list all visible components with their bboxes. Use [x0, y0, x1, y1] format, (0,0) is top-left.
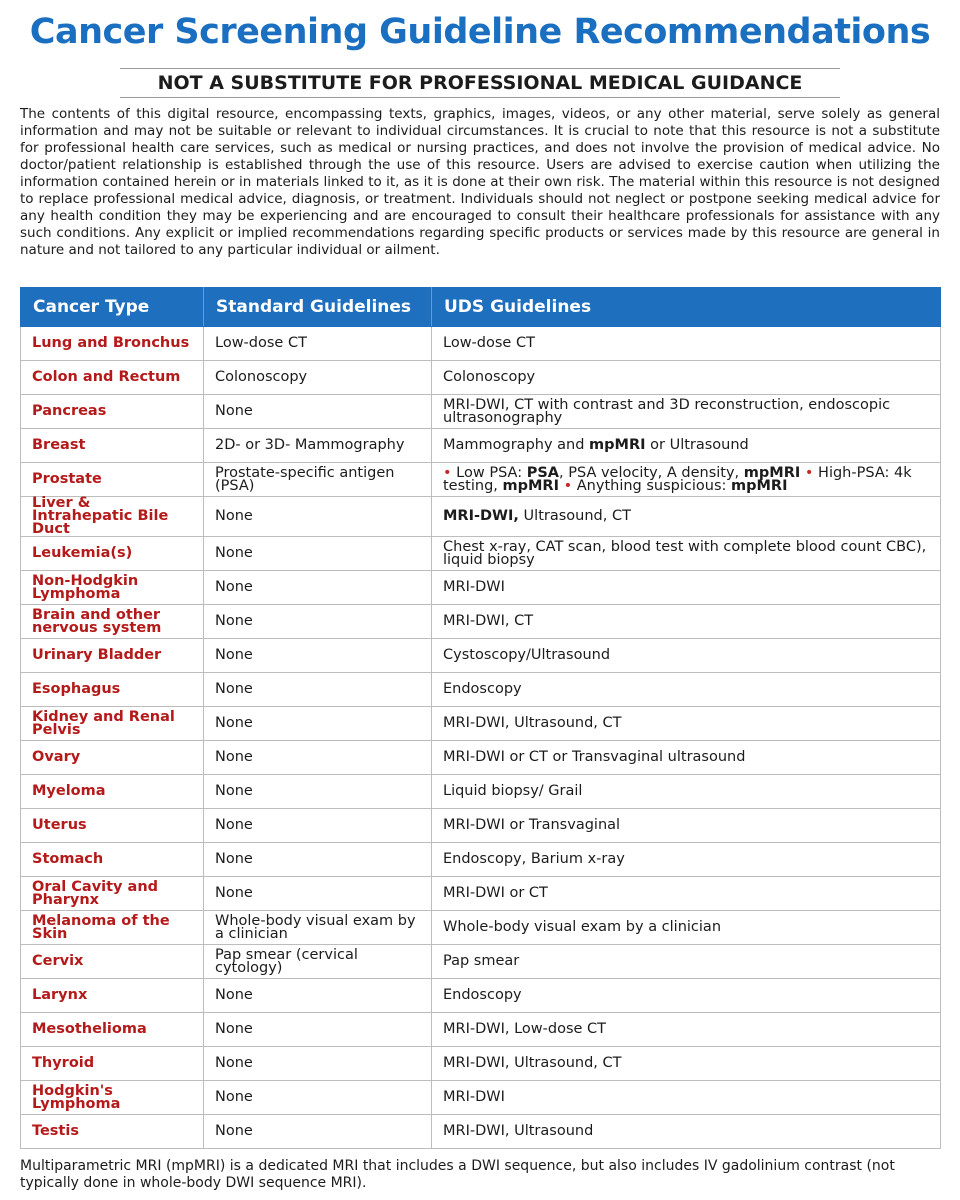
cancer-type-cell: Prostate — [21, 463, 204, 497]
table-row — [21, 809, 941, 843]
uds-guideline-cell: • Low PSA: PSA, PSA velocity, A density, mpMRI • High-PSA: 4k testing, mpMRI • Anything suspicious: mpMRI — [432, 463, 941, 497]
table-row — [21, 1115, 941, 1149]
uds-guideline-cell: Mammography and mpMRI or Ultrasound — [432, 429, 941, 463]
uds-guideline-cell: MRI-DWI or CT or Transvaginal ultrasound — [432, 741, 941, 775]
cancer-type-cell: Uterus — [21, 809, 204, 843]
table-row — [21, 639, 941, 673]
uds-guideline-cell: Endoscopy, Barium x-ray — [432, 843, 941, 877]
standard-guideline-cell: None — [204, 979, 432, 1013]
table-header-row — [21, 288, 941, 327]
uds-guideline-cell: Low-dose CT — [432, 327, 941, 361]
divider-top — [120, 68, 840, 69]
divider-bottom — [120, 97, 840, 98]
standard-guideline-cell: None — [204, 843, 432, 877]
standard-guideline-cell: None — [204, 809, 432, 843]
header-cancer-type: Cancer Type — [21, 288, 204, 327]
table-row — [21, 537, 941, 571]
standard-guideline-cell: None — [204, 1081, 432, 1115]
table-row — [21, 945, 941, 979]
uds-guideline-cell: Pap smear — [432, 945, 941, 979]
cancer-type-cell: Mesothelioma — [21, 1013, 204, 1047]
cancer-type-cell: Lung and Bronchus — [21, 327, 204, 361]
table-row — [21, 673, 941, 707]
header-uds-guidelines: UDS Guidelines — [432, 288, 941, 327]
table-row — [21, 497, 941, 537]
table-row — [21, 979, 941, 1013]
table-row — [21, 327, 941, 361]
standard-guideline-cell: None — [204, 775, 432, 809]
table-row — [21, 911, 941, 945]
standard-guideline-cell: None — [204, 605, 432, 639]
cancer-type-cell: Melanoma of the Skin — [21, 911, 204, 945]
standard-guideline-cell: Prostate-specific antigen (PSA) — [204, 463, 432, 497]
table-row — [21, 741, 941, 775]
uds-guideline-cell: Chest x-ray, CAT scan, blood test with complete blood count CBC), liquid biopsy — [432, 537, 941, 571]
uds-guideline-cell: MRI-DWI, Ultrasound — [432, 1115, 941, 1149]
uds-guideline-cell: MRI-DWI, Ultrasound, CT — [432, 707, 941, 741]
uds-guideline-cell: MRI-DWI, CT with contrast and 3D reconstruction, endoscopic ultrasonography — [432, 395, 941, 429]
header-standard-guidelines: Standard Guidelines — [204, 288, 432, 327]
standard-guideline-cell: None — [204, 639, 432, 673]
cancer-type-cell: Colon and Rectum — [21, 361, 204, 395]
uds-guideline-cell: MRI-DWI or Transvaginal — [432, 809, 941, 843]
table-row — [21, 843, 941, 877]
uds-guideline-cell: MRI-DWI, Ultrasound, CT — [432, 1047, 941, 1081]
standard-guideline-cell: 2D- or 3D- Mammography — [204, 429, 432, 463]
table-row — [21, 605, 941, 639]
table-row — [21, 395, 941, 429]
page-title: Cancer Screening Guideline Recommendations — [29, 12, 931, 52]
uds-guideline-cell: MRI-DWI, Low-dose CT — [432, 1013, 941, 1047]
cancer-type-cell: Stomach — [21, 843, 204, 877]
uds-guideline-cell: MRI-DWI — [432, 571, 941, 605]
table-row — [21, 1047, 941, 1081]
cancer-type-cell: Hodgkin's Lymphoma — [21, 1081, 204, 1115]
standard-guideline-cell: None — [204, 497, 432, 537]
uds-guideline-cell: Endoscopy — [432, 673, 941, 707]
cancer-type-cell: Kidney and Renal Pelvis — [21, 707, 204, 741]
table-row — [21, 775, 941, 809]
standard-guideline-cell: Colonoscopy — [204, 361, 432, 395]
disclaimer-text: The contents of this digital resource, encompassing texts, graphics, images, videos, or any other material, serve solely as general information and may not be suitable or relevant to individual circumstances. It is crucial to note that this resource is not a substitute for professional health care services, such as medical or nursing practices, and does not involve the provision of medical advice. No doctor/patient relationship is established through the use of this resource. Users are advised to exercise caution when utilizing the information contained herein or in materials linked to it, as it is done at their own risk. The material within this resource is not designed to replace professional medical advice, diagnosis, or treatment. Individuals should not neglect or postpone seeking medical advice for any health condition they may be experiencing and are encouraged to consult their healthcare professionals for assistance with any such conditions. Any explicit or implied recommendations regarding specific products or services made by this resource are general in nature and not tailored to any particular individual or ailment. — [20, 106, 940, 258]
standard-guideline-cell: None — [204, 877, 432, 911]
uds-guideline-cell: MRI-DWI, CT — [432, 605, 941, 639]
table-row — [21, 877, 941, 911]
uds-guideline-cell: Endoscopy — [432, 979, 941, 1013]
standard-guideline-cell: None — [204, 673, 432, 707]
cancer-type-cell: Pancreas — [21, 395, 204, 429]
cancer-type-cell: Urinary Bladder — [21, 639, 204, 673]
uds-guideline-cell: MRI-DWI or CT — [432, 877, 941, 911]
cancer-type-cell: Testis — [21, 1115, 204, 1149]
standard-guideline-cell: None — [204, 1047, 432, 1081]
standard-guideline-cell: None — [204, 707, 432, 741]
standard-guideline-cell: None — [204, 571, 432, 605]
uds-guideline-cell: MRI-DWI — [432, 1081, 941, 1115]
uds-guideline-cell: Whole-body visual exam by a clinician — [432, 911, 941, 945]
table-body — [21, 327, 941, 1149]
cancer-type-cell: Oral Cavity and Pharynx — [21, 877, 204, 911]
standard-guideline-cell: Whole-body visual exam by a clinician — [204, 911, 432, 945]
page-subtitle: NOT A SUBSTITUTE FOR PROFESSIONAL MEDICAL GUIDANCE — [157, 72, 803, 94]
table-row — [21, 1013, 941, 1047]
cancer-type-cell: Leukemia(s) — [21, 537, 204, 571]
footnote: Multiparametric MRI (mpMRI) is a dedicated MRI that includes a DWI sequence, but also includes IV gadolinium contrast (not typically done in whole-body DWI sequence MRI). — [20, 1158, 895, 1191]
cancer-type-cell: Larynx — [21, 979, 204, 1013]
cancer-type-cell: Ovary — [21, 741, 204, 775]
cancer-type-cell: Esophagus — [21, 673, 204, 707]
table-row — [21, 361, 941, 395]
standard-guideline-cell: Pap smear (cervical cytology) — [204, 945, 432, 979]
cancer-type-cell: Liver & Intrahepatic Bile Duct — [21, 497, 204, 537]
screening-table — [20, 287, 941, 1149]
standard-guideline-cell: None — [204, 741, 432, 775]
standard-guideline-cell: None — [204, 1013, 432, 1047]
cancer-type-cell: Breast — [21, 429, 204, 463]
uds-guideline-cell: Liquid biopsy/ Grail — [432, 775, 941, 809]
standard-guideline-cell: None — [204, 1115, 432, 1149]
cancer-type-cell: Non-Hodgkin Lymphoma — [21, 571, 204, 605]
standard-guideline-cell: None — [204, 395, 432, 429]
table-row — [21, 429, 941, 463]
cancer-type-cell: Brain and other nervous system — [21, 605, 204, 639]
uds-guideline-cell: MRI-DWI, Ultrasound, CT — [432, 497, 941, 537]
cancer-type-cell: Myeloma — [21, 775, 204, 809]
uds-guideline-cell: Colonoscopy — [432, 361, 941, 395]
table-row — [21, 463, 941, 497]
cancer-type-cell: Thyroid — [21, 1047, 204, 1081]
table-row — [21, 571, 941, 605]
uds-guideline-cell: Cystoscopy/Ultrasound — [432, 639, 941, 673]
cancer-type-cell: Cervix — [21, 945, 204, 979]
standard-guideline-cell: None — [204, 537, 432, 571]
standard-guideline-cell: Low-dose CT — [204, 327, 432, 361]
table-row — [21, 1081, 941, 1115]
table-row — [21, 707, 941, 741]
